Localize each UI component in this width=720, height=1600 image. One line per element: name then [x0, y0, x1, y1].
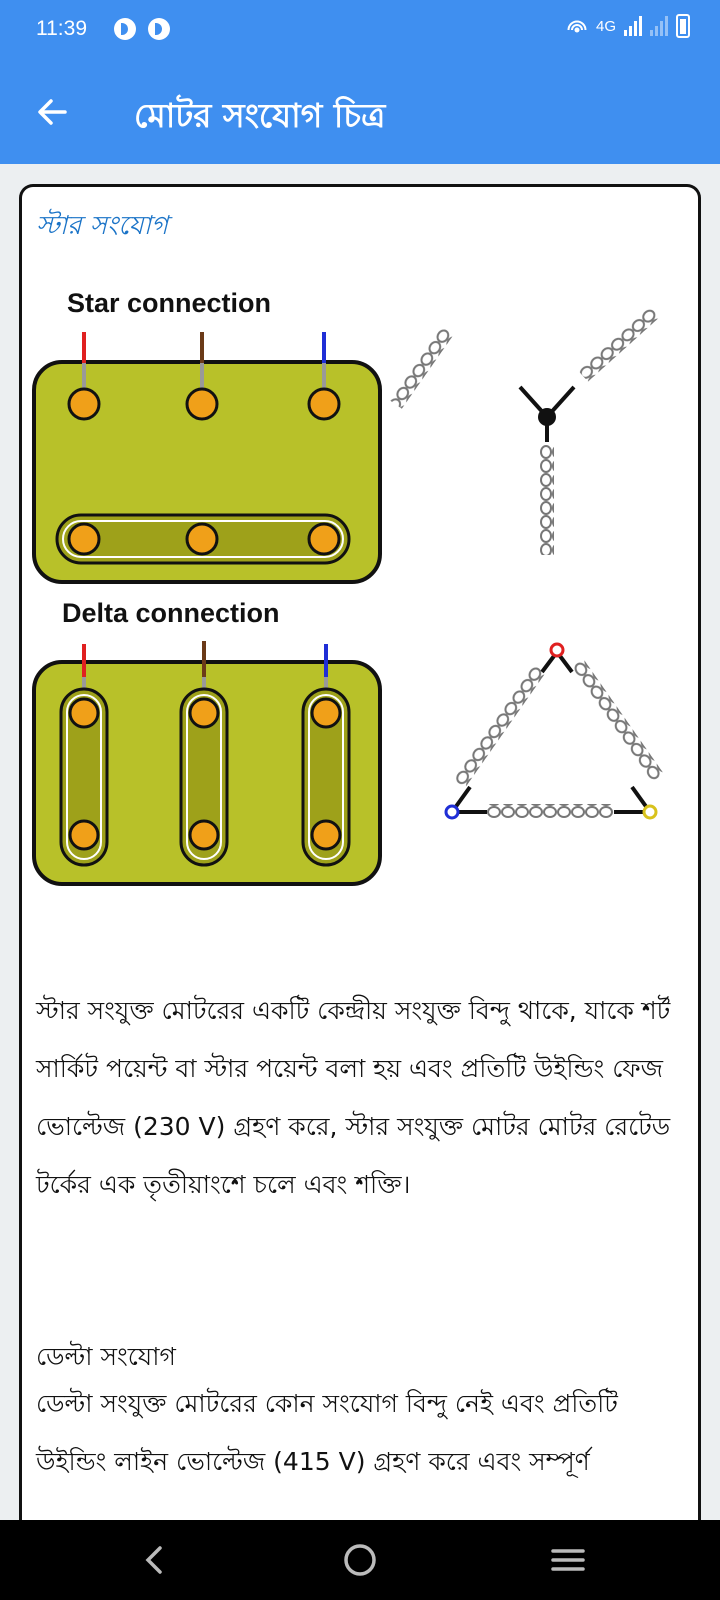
status-time: 11:39 [36, 17, 87, 40]
nav-back-button[interactable] [126, 1534, 182, 1586]
terminal [187, 524, 217, 554]
terminal [309, 389, 339, 419]
status-right-icons [566, 14, 690, 38]
terminal [69, 389, 99, 419]
star-winding-symbol [390, 307, 659, 555]
terminal [190, 699, 218, 727]
connection-diagram [22, 267, 701, 907]
nav-recents-button[interactable] [540, 1534, 596, 1586]
arrow-left-icon [35, 95, 69, 129]
delta-connection-label: Delta connection [62, 598, 280, 628]
terminal [312, 821, 340, 849]
delta-winding-symbol [446, 644, 664, 818]
battery-charging-icon [676, 14, 690, 38]
terminal [312, 699, 340, 727]
nav-home-button[interactable] [332, 1534, 388, 1586]
network-type: 4G [595, 17, 616, 35]
signal-icon [624, 16, 642, 36]
terminal [309, 524, 339, 554]
app-bar [0, 60, 720, 164]
status-bar [0, 0, 720, 60]
back-button[interactable] [28, 88, 76, 136]
star-description: স্টার সংযুক্ত মোটরের একটি কেন্দ্রীয় সংযুক্ত বিন্দু থাকে, যাকে শর্ট সার্কিট পয়েন্ট বা স্টার পয়েন্ট বলা হয় এবং প্রতিটি উইন্ডিং ফেজ ভোল্টেজ (230 V) গ্রহণ করে, স্টার সংযুক্ত মোটর মোটর রেটেড টর্কের এক তৃতীয়াংশে চলে এবং শক্তি। [36, 996, 671, 1199]
section-heading: স্টার সংযোগ [36, 211, 169, 241]
notification-circle-icon [148, 18, 170, 40]
page-title: মোটর সংযোগ চিত্র [134, 96, 386, 135]
nav-back-icon [140, 1544, 168, 1576]
status-notification-icons [114, 18, 170, 40]
system-nav-bar [0, 1520, 720, 1600]
delta-subheading: ডেল্টা সংযোগ [36, 1342, 176, 1371]
star-connection-label: Star connection [67, 288, 272, 318]
terminal [70, 821, 98, 849]
content-card [19, 184, 701, 1524]
terminal [187, 389, 217, 419]
notification-circle-icon [114, 18, 136, 40]
delta-description: ডেল্টা সংযুক্ত মোটরের কোন সংযোগ বিন্দু নেই এবং প্রতিটি উইন্ডিং লাইন ভোল্টেজ (415 V) গ্রহণ করে এবং সম্পূর্ণ [36, 1389, 618, 1476]
hotspot-icon [566, 17, 588, 35]
nav-home-icon [342, 1542, 378, 1578]
terminal [69, 524, 99, 554]
terminal [190, 821, 218, 849]
signal-weak-icon [650, 16, 668, 36]
terminal [70, 699, 98, 727]
nav-recents-icon [550, 1544, 586, 1576]
